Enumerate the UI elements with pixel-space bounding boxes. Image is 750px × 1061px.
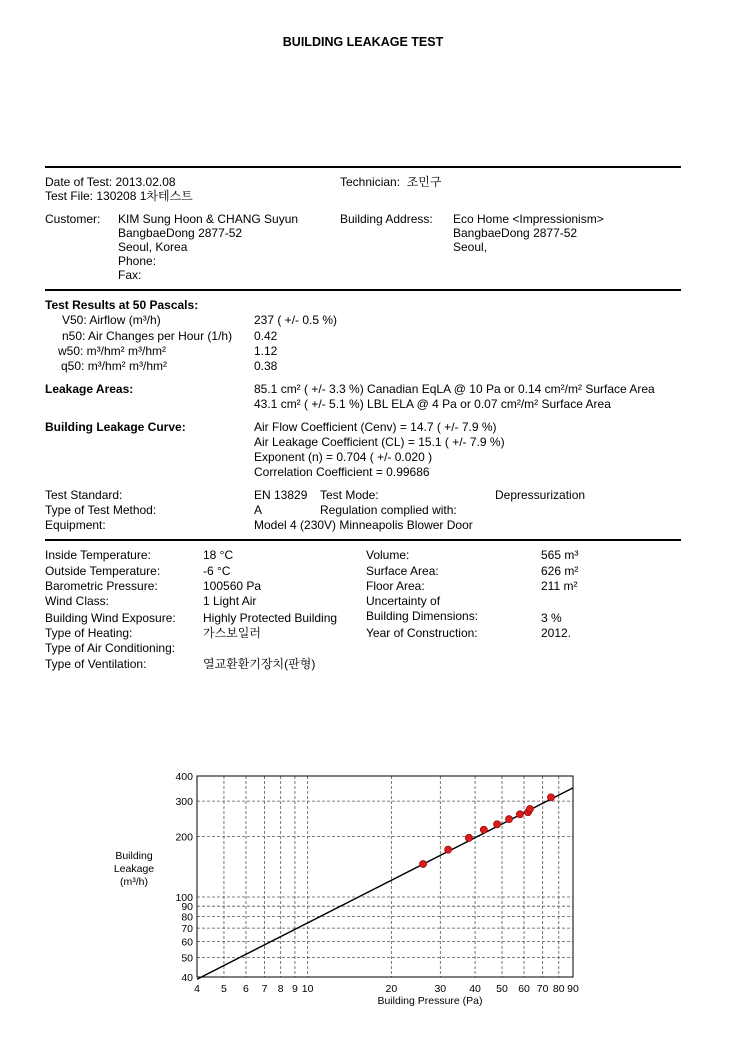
data-point	[465, 834, 472, 841]
curve-line: Correlation Coefficient = 0.99686	[254, 465, 430, 479]
condition-label: Building Dimensions:	[366, 609, 479, 623]
x-tick-label: 8	[277, 983, 284, 995]
result-value: 0.42	[254, 329, 278, 343]
equipment-label: Equipment:	[45, 518, 106, 532]
address-line: BangbaeDong 2877-52	[453, 226, 578, 240]
x-tick-label: 5	[221, 983, 227, 995]
result-value: 237 ( +/- 0.5 %)	[254, 313, 338, 327]
condition-value: 열교환환기장치(판형)	[203, 657, 316, 671]
y-tick-label: 50	[181, 952, 193, 965]
curve-line: Air Flow Coefficient (Cenv) = 14.7 ( +/- 7.9 %)	[254, 420, 497, 434]
condition-value: 3 %	[541, 611, 562, 625]
address-label: Building Address:	[340, 212, 433, 226]
data-point	[419, 860, 426, 867]
y-axis-label: (m³/h)	[120, 876, 148, 888]
divider	[45, 539, 681, 541]
y-tick-label: 100	[175, 892, 193, 905]
result-value: 0.38	[254, 359, 278, 373]
x-tick-label: 6	[243, 983, 249, 995]
result-label: q50: m³/hm² m³/hm²	[61, 359, 168, 373]
condition-value: 2012.	[541, 626, 572, 640]
method-label: Type of Test Method:	[45, 503, 157, 517]
leakage-areas-label: Leakage Areas:	[45, 382, 134, 396]
test-date: Date of Test: 2013.02.08	[45, 175, 176, 189]
x-tick-label: 60	[518, 983, 530, 995]
fit-line	[197, 788, 573, 979]
plot-frame	[197, 776, 573, 977]
mode-value: Depressurization	[495, 488, 586, 502]
condition-label: Wind Class:	[45, 594, 110, 608]
condition-value: 565 m³	[541, 548, 579, 562]
customer-line: Seoul, Korea	[118, 240, 188, 254]
condition-value: 가스보일러	[203, 626, 261, 640]
test-file: Test File: 130208 1차테스트	[45, 189, 193, 203]
data-point	[547, 794, 554, 801]
condition-label: Uncertainty of	[366, 594, 441, 608]
result-label: n50: Air Changes per Hour (1/h)	[62, 329, 233, 343]
customer-line: KIM Sung Hoon & CHANG Suyun	[118, 212, 299, 226]
curve-label: Building Leakage Curve:	[45, 420, 186, 434]
leakage-area-line: 43.1 cm² ( +/- 5.1 %) LBL ELA @ 4 Pa or 0.07 cm²/m² Surface Area	[254, 397, 611, 411]
data-point	[480, 826, 487, 833]
condition-value: 100560 Pa	[203, 579, 262, 593]
data-point	[445, 846, 452, 853]
condition-label: Type of Ventilation:	[45, 657, 147, 671]
condition-value: 1 Light Air	[203, 594, 257, 608]
data-point	[493, 821, 500, 828]
y-tick-label: 60	[181, 936, 193, 949]
y-tick-label: 300	[175, 796, 193, 809]
condition-label: Barometric Pressure:	[45, 579, 158, 593]
divider	[45, 289, 681, 291]
equipment-value: Model 4 (230V) Minneapolis Blower Door	[254, 518, 473, 532]
condition-label: Outside Temperature:	[45, 564, 161, 578]
x-tick-label: 70	[536, 983, 549, 995]
customer-line: BangbaeDong 2877-52	[118, 226, 243, 240]
y-axis-label: Building	[115, 850, 153, 862]
condition-label: Inside Temperature:	[45, 548, 151, 562]
x-tick-label: 20	[385, 983, 398, 995]
standard-value: EN 13829	[254, 488, 308, 502]
customer-line: Fax:	[118, 268, 142, 282]
results-heading: Test Results at 50 Pascals:	[45, 298, 199, 312]
address-line: Eco Home <Impressionism>	[453, 212, 604, 226]
curve-line: Air Leakage Coefficient (CL) = 15.1 ( +/- 7.9 %)	[254, 435, 505, 449]
condition-value: 18 °C	[203, 548, 234, 562]
customer-line: Phone:	[118, 254, 157, 268]
x-tick-label: 9	[292, 983, 298, 995]
standard-label: Test Standard:	[45, 488, 123, 502]
method-value: A	[254, 503, 263, 517]
condition-label: Type of Heating:	[45, 626, 133, 640]
leakage-chart	[0, 760, 750, 1020]
leakage-area-line: 85.1 cm² ( +/- 3.3 %) Canadian EqLA @ 10 Pa or 0.14 cm²/m² Surface Area	[254, 382, 655, 396]
y-tick-label: 90	[181, 901, 193, 914]
x-axis-label: Building Pressure (Pa)	[377, 995, 483, 1007]
condition-value: 211 m²	[541, 579, 578, 593]
data-point	[526, 805, 533, 812]
x-tick-label: 10	[301, 983, 314, 995]
condition-label: Floor Area:	[366, 579, 425, 593]
curve-line: Exponent (n) = 0.704 ( +/- 0.020 )	[254, 450, 433, 464]
x-tick-label: 4	[194, 983, 200, 995]
condition-value: 626 m²	[541, 564, 579, 578]
condition-label: Building Wind Exposure:	[45, 611, 176, 625]
y-axis-label: Leakage	[113, 863, 155, 875]
y-tick-label: 80	[181, 911, 193, 924]
divider	[45, 166, 681, 168]
y-tick-label: 40	[181, 972, 193, 984]
x-tick-label: 90	[567, 983, 579, 995]
y-tick-label: 70	[181, 923, 193, 936]
result-label: V50: Airflow (m³/h)	[62, 313, 161, 327]
regulation-label: Regulation complied with:	[320, 503, 457, 517]
customer-label: Customer:	[45, 212, 101, 226]
x-tick-label: 7	[261, 983, 268, 995]
condition-value: -6 °C	[203, 564, 231, 578]
x-tick-label: 80	[552, 983, 565, 995]
condition-value: Highly Protected Building	[203, 611, 338, 625]
technician: Technician: 조민구	[340, 175, 442, 189]
y-tick-label: 400	[175, 771, 193, 783]
condition-label: Surface Area:	[366, 564, 439, 578]
x-tick-label: 30	[434, 983, 447, 995]
address-line: Seoul,	[453, 240, 488, 254]
condition-label: Type of Air Conditioning:	[45, 641, 176, 655]
x-tick-label: 40	[469, 983, 481, 995]
page-title: BUILDING LEAKAGE TEST	[282, 35, 444, 49]
condition-label: Year of Construction:	[366, 626, 478, 640]
y-tick-label: 200	[175, 831, 193, 844]
x-tick-label: 50	[496, 983, 508, 995]
condition-label: Volume:	[366, 548, 410, 562]
mode-label: Test Mode:	[320, 488, 379, 502]
result-value: 1.12	[254, 344, 278, 358]
data-point	[505, 816, 512, 823]
data-point	[516, 811, 523, 818]
result-label: w50: m³/hm² m³/hm²	[58, 344, 166, 358]
